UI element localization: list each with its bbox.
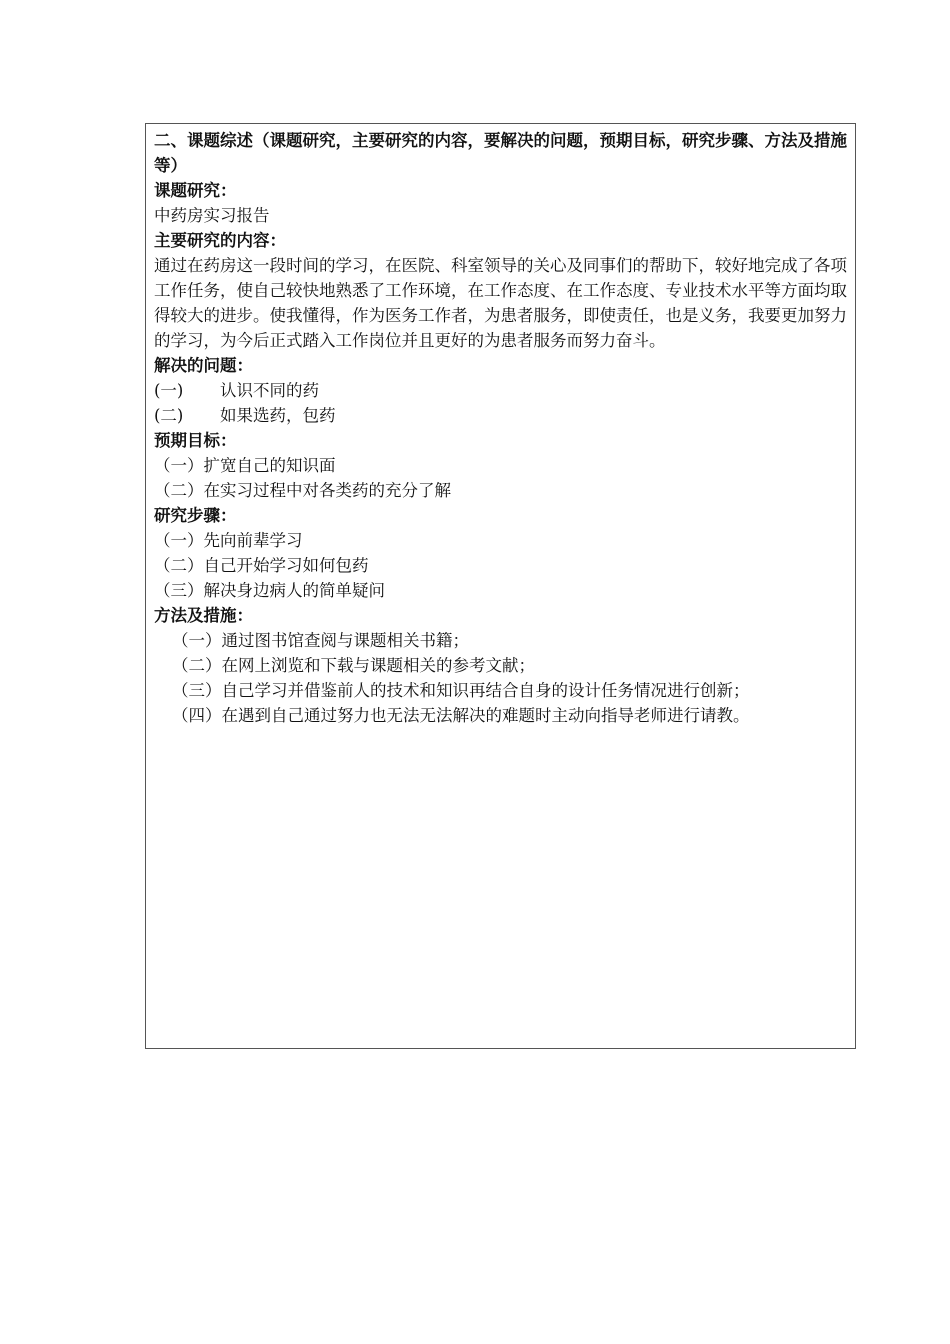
step-item: （二）自己开始学习如何包药 bbox=[154, 556, 369, 575]
methods-label: 方法及措施： bbox=[154, 606, 253, 625]
step-item: （一）先向前辈学习 bbox=[154, 531, 303, 550]
problems-label: 解决的问题： bbox=[154, 356, 253, 375]
problem-item bbox=[154, 378, 847, 403]
problem-number: (二) bbox=[154, 406, 184, 425]
steps-label: 研究步骤： bbox=[154, 506, 237, 525]
problem-item bbox=[154, 403, 847, 428]
method-item: （三）自己学习并借鉴前人的技术和知识再结合自身的设计任务情况进行创新； bbox=[172, 681, 750, 700]
step-item: （三）解决身边病人的简单疑问 bbox=[154, 581, 385, 600]
problem-text: 如果选药，包药 bbox=[220, 406, 336, 425]
method-item: （二）在网上浏览和下载与课题相关的参考文献； bbox=[172, 656, 535, 675]
content-label: 主要研究的内容： bbox=[154, 231, 286, 250]
topic-value: 中药房实习报告 bbox=[154, 206, 270, 225]
section-body bbox=[154, 128, 847, 728]
method-item: （四）在遇到自己通过努力也无法无法解决的难题时主动向指导老师进行请教。 bbox=[172, 706, 750, 725]
problem-number: (一) bbox=[154, 381, 184, 400]
goal-item: （二）在实习过程中对各类药的充分了解 bbox=[154, 481, 451, 500]
problem-text: 认识不同的药 bbox=[220, 381, 319, 400]
goal-item: （一）扩宽自己的知识面 bbox=[154, 456, 336, 475]
topic-label: 课题研究： bbox=[154, 181, 237, 200]
content-table-cell bbox=[145, 123, 856, 1049]
content-paragraph: 通过在药房这一段时间的学习，在医院、科室领导的关心及同事们的帮助下，较好地完成了各项工作任务，使自己较快地熟悉了工作环境，在工作态度、在工作态度、专业技术水平等方面均取得较大的进步。使我懂得，作为医务工作者，为患者服务，即使责任，也是义务，我要更加努力的学习，为今后正式踏入工作岗位并且更好的为患者服务而努力奋斗。 bbox=[154, 256, 847, 350]
method-item: （一）通过图书馆查阅与课题相关书籍； bbox=[172, 631, 469, 650]
goals-label: 预期目标： bbox=[154, 431, 237, 450]
section-heading: 二、课题综述（课题研究，主要研究的内容，要解决的问题，预期目标，研究步骤、方法及措施等） bbox=[154, 131, 847, 175]
